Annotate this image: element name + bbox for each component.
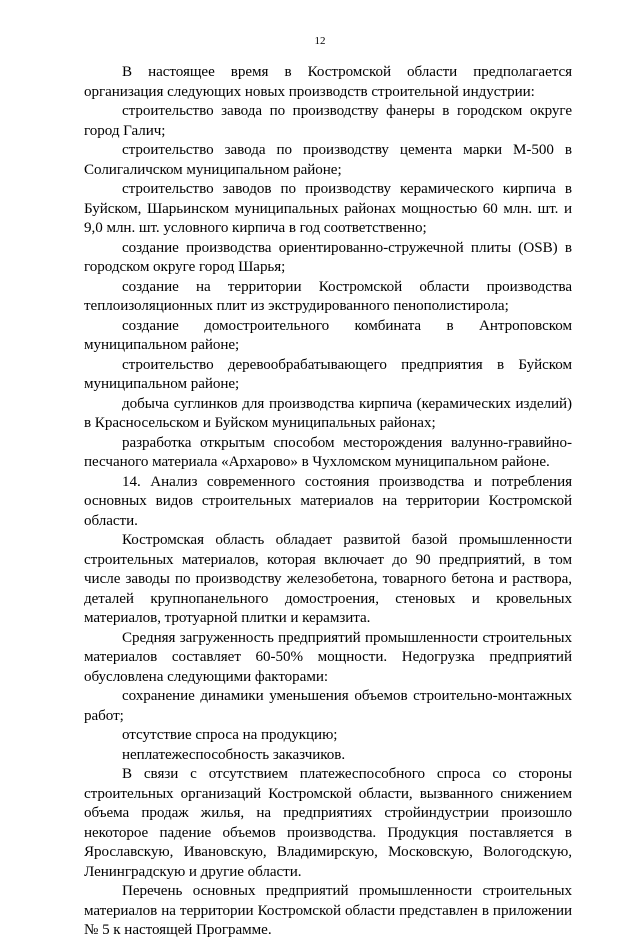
list-item-factor-construction-decline: сохранение динамики уменьшения объемов строительно-монтажных работ;: [84, 688, 572, 724]
list-item-plywood-plant: строительство завода по производству фанеры в городском округе город Галич;: [84, 103, 572, 139]
list-item-factor-no-demand: отсутствие спроса на продукцию;: [122, 727, 338, 743]
list-item-housing-plant: создание домостроительного комбината в Антроповском муниципальном районе;: [84, 317, 572, 353]
paragraph-enterprise-list-reference: Перечень основных предприятий промышленности строительных материалов на территории Костромской области представлен в приложении № 5 к настоящей Программе.: [84, 883, 572, 938]
page-number: 12: [314, 35, 326, 47]
list-item-gravel-deposit: разработка открытым способом месторождения валунно-гравийно-песчаного материала «Архарово» в Чухломском муниципальном районе.: [84, 434, 572, 470]
paragraph-intro: В настоящее время в Костромской области предполагается организация следующих новых производств строительной индустрии:: [84, 64, 572, 100]
list-item-osb-production: создание производства ориентированно-стружечной плиты (OSB) в городском округе город Шарья;: [84, 239, 572, 275]
list-item-cement-plant: строительство завода по производству цемента марки М-500 в Солигаличском муниципальном районе;: [84, 142, 572, 178]
section-heading-14: 14. Анализ современного состояния производства и потребления основных видов строительных материалов на территории Костромской области.: [84, 473, 572, 529]
list-item-factor-insolvency: неплатежеспособность заказчиков.: [122, 746, 346, 763]
paragraph-production-decline: В связи с отсутствием платежеспособного спроса со стороны строительных организаций Костромской области, вызванного снижением объема продаж жилья, на предприятиях стройиндустрии произошло некоторое падение объемов производства. Продукция поставляется в Ярославскую, Ивановскую, Владимирскую, Московскую, Вологодскую, Ленинградскую и другие области.: [84, 766, 572, 880]
list-item-woodworking-enterprise: строительство деревообрабатывающего предприятия в Буйском муниципальном районе;: [84, 356, 572, 392]
list-item-insulation-plates: создание на территории Костромской области производства теплоизоляционных плит из экструдированного пенополистирола;: [84, 278, 572, 314]
list-item-brick-plants: строительство заводов по производству керамического кирпича в Буйском, Шарьинском муниципальных районах мощностью 60 млн. шт. и 9,0 млн. шт. условного кирпича в год соответственно;: [84, 181, 572, 236]
document-body: [84, 63, 572, 941]
paragraph-capacity-load: Средняя загруженность предприятий промышленности строительных материалов составляет 60-50% мощности. Недогрузка предприятий обусловлена следующими факторами:: [84, 629, 572, 685]
paragraph-industry-base: Костромская область обладает развитой базой промышленности строительных материалов, которая включает до 90 предприятий, в том числе заводы по производству железобетона, товарного бетона и раствора, деталей крупнопанельного домостроения, стеновых и кровельных материалов, тротуарной плитки и керамзита.: [84, 532, 572, 626]
list-item-loam-mining: добыча суглинков для производства кирпича (керамических изделий) в Красносельском и Буйском муниципальных районах;: [84, 395, 572, 431]
